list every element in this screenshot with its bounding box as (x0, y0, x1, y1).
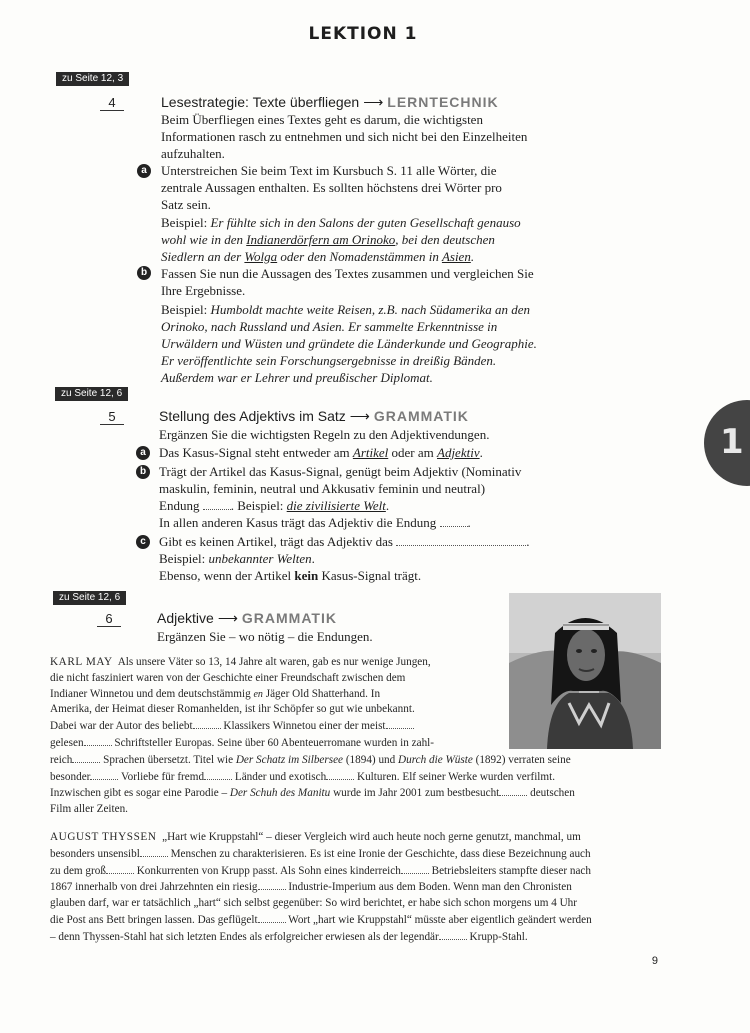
underlined-phrase: Indianerdörfern am Orinoko (246, 232, 396, 247)
example-text: Außerdem war er Lehrer und preußischer Diplomat. (161, 370, 433, 385)
exercise-heading (159, 408, 469, 425)
arrow-icon: ⟶ (217, 610, 238, 626)
rule-text: Endung (159, 498, 200, 513)
exercise-intro (161, 111, 581, 162)
text-line: Wort „hart wie Kruppstahl“ müsste aber eigentlich geändert werden (288, 913, 592, 926)
exercise-heading (161, 94, 499, 111)
text-line: Film aller Zeiten. (50, 803, 128, 816)
item-marker-b: b (137, 266, 151, 280)
blank-field[interactable] (401, 863, 429, 874)
rule-text: . (526, 534, 530, 549)
blank-field[interactable] (258, 912, 286, 923)
book-title: Durch die Wüste (398, 753, 473, 766)
task-b (161, 265, 601, 299)
chapter-tab (704, 400, 750, 486)
text-line: Vorliebe für fremd (121, 770, 205, 783)
example-label: Beispiel: (161, 215, 208, 230)
example-text: , bei den deutschen (395, 232, 495, 247)
example-text: Er fühlte sich in den Salons der guten Gesellschaft genauso (210, 215, 521, 230)
example-text: Urwäldern und Wüsten und gründete die Länderkunde und Geographie. (161, 336, 537, 351)
item-marker-c: c (136, 535, 150, 549)
example-b (161, 301, 601, 386)
rule-text: . (467, 515, 471, 530)
item-marker-a: a (137, 164, 151, 178)
item-marker-a: a (136, 446, 150, 460)
text-line: Länder und exotisch (234, 770, 327, 783)
chapter-tab-number: 1 (720, 422, 744, 462)
film-title: Der Schuh des Manitu (229, 787, 331, 800)
blank-field[interactable] (203, 499, 231, 510)
text-line: Sprachen übersetzt. Titel wie (103, 753, 234, 766)
blank-field[interactable] (439, 929, 467, 940)
example-text: . (470, 249, 475, 264)
text-line: reich (50, 753, 73, 766)
task-line: Fassen Sie nun die Aussagen des Textes zusammen und vergleichen Sie (161, 266, 534, 281)
blank-field[interactable] (72, 752, 100, 763)
rule-c (159, 533, 599, 584)
page-reference-tag: zu Seite 12, 6 (53, 591, 126, 605)
rule-text: Ebenso, wenn der Artikel (159, 568, 292, 583)
filled-answer: die zivilisierte Welt (286, 498, 386, 513)
task-line: zentrale Aussagen enthalten. Es sollten höchstens drei Wörter pro (161, 180, 502, 195)
text-line: „Hart wie Kruppstahl“ – dieser Vergleich wird auch heute noch gerne genutzt, manchmal, um (162, 831, 581, 843)
text-line: die Post ans Bett bringen lassen. Das geflügelt (50, 913, 258, 926)
exercise-number: 6 (97, 611, 121, 627)
rule-emphasis: kein (294, 568, 319, 583)
underlined-phrase: Asien (441, 249, 471, 264)
text-line: Kulturen. Elf seiner Werke wurden verfilmt. (357, 770, 556, 783)
arrow-icon: ⟶ (363, 94, 384, 110)
text-line: gelesen (50, 736, 84, 749)
rule-text: . (479, 445, 483, 460)
example-text: Siedlern an der (161, 249, 242, 264)
exercise-intro: Ergänzen Sie die wichtigsten Regeln zu den Adjektivendungen. (159, 427, 490, 442)
heading-category: GRAMMATIK (241, 610, 337, 626)
example-text: oder den Nomadenstämmen in (280, 249, 439, 264)
exercise-intro: Ergänzen Sie – wo nötig – die Endungen. (157, 629, 373, 644)
blank-field[interactable] (193, 718, 221, 729)
example-text: unbekannter Welten (208, 551, 312, 566)
handwritten-answer: en (253, 688, 263, 700)
intro-line: aufzuhalten. (161, 146, 225, 161)
text-line: Dabei war der Autor des beliebt (50, 720, 193, 733)
book-title: Der Schatz im Silbersee (235, 753, 344, 766)
blank-field[interactable] (440, 516, 468, 527)
text-line: Betriebsleiters stampfte dieser nach (431, 864, 591, 877)
rule-text: maskulin, feminin, neutral und Akkusativ feminin und neutral) (159, 481, 486, 496)
intro-line: Beim Überfliegen eines Textes geht es darum, die wichtigsten (161, 112, 483, 127)
text-line: (1894) und (345, 753, 396, 766)
task-a (161, 162, 581, 213)
text-line: Schriftsteller Europas. Seine über 60 Abenteuerromane wurden in zahl- (114, 736, 435, 749)
text-line: deutschen (530, 787, 575, 800)
filled-answer: Adjektiv (437, 445, 480, 460)
rule-text: . (311, 551, 315, 566)
text-line: Klassikers Winnetou einer der meist (223, 720, 386, 733)
blank-field[interactable] (386, 718, 414, 729)
text-line: wurde im Jahr 2001 zum bestbesucht (333, 787, 500, 800)
text-line: 1867 innerhalb von drei Jahrzehnten ein riesig (50, 881, 258, 894)
blank-field[interactable] (258, 879, 286, 890)
rule-text: Trägt der Artikel das Kasus-Signal, genügt beim Adjektiv (Nominativ (159, 464, 522, 479)
heading-text: Adjektive (157, 610, 214, 626)
underlined-phrase: Wolga (244, 249, 278, 264)
text-line: Als unsere Väter so 13, 14 Jahre alt waren, gab es nur wenige Jungen, (117, 656, 431, 668)
page-number: 9 (651, 955, 658, 967)
rule-text: . (385, 498, 390, 513)
text-line: glauben darf, war er tatsächlich „hart“ sich selbst gegenüber: So wird berichtet, er habe sich schon morgens um 4 Uhr (50, 897, 577, 910)
task-line: Satz sein. (161, 197, 211, 212)
example-text: Er veröffentlichte sein Forschungsergebnisse in dreißig Bänden. (161, 353, 497, 368)
rule-text: Kasus-Signal trägt. (321, 568, 422, 583)
blank-field[interactable] (90, 769, 118, 780)
exercise-number: 4 (100, 95, 124, 111)
rule-text: oder am (391, 445, 434, 460)
rule-text: Das Kasus-Signal steht entweder am (159, 445, 350, 460)
text-line: zu dem groß (50, 864, 106, 877)
rule-a (159, 444, 483, 461)
example-text: wohl wie in den (161, 232, 243, 247)
task-line: Ihre Ergebnisse. (161, 283, 246, 298)
text-line: – denn Thyssen-Stahl hat sich letzten Endes als erfolgreicher erwiesen als der legendär (50, 930, 439, 943)
text-line: besonder (50, 770, 91, 783)
heading-category: GRAMMATIK (373, 408, 469, 424)
person-name: AUGUST THYSSEN (50, 831, 157, 843)
rule-text: Gibt es keinen Artikel, trägt das Adjektiv das (159, 534, 393, 549)
intro-line: Informationen rasch zu entnehmen und sich nicht bei den Einzelheiten (161, 129, 528, 144)
blank-field[interactable] (396, 535, 526, 546)
text-line: Menschen zu charakterisieren. Es ist eine Ironie der Geschichte, dass diese Bezeichnung auch (170, 847, 591, 860)
person-name: KARL MAY (50, 656, 113, 668)
blank-field[interactable] (499, 785, 527, 796)
task-line: Unterstreichen Sie beim Text im Kursbuch S. 11 alle Wörter, die (161, 163, 497, 178)
blank-field[interactable] (326, 769, 354, 780)
exercise-number: 5 (100, 409, 124, 425)
heading-category: LERNTECHNIK (387, 94, 499, 110)
example-a (161, 214, 601, 265)
text-line: Indianer Winnetou und dem deutschstämmig (50, 687, 251, 700)
page-title: LEKTION 1 (308, 24, 418, 44)
blank-field[interactable] (84, 735, 112, 746)
text-karl-may (50, 655, 650, 818)
heading-text: Stellung des Adjektivs im Satz (159, 408, 346, 424)
page-reference-tag: zu Seite 12, 6 (55, 387, 128, 401)
blank-field[interactable] (140, 846, 168, 857)
rule-b (159, 463, 599, 531)
exercise-heading (157, 610, 337, 627)
example-text: Orinoko, nach Russland und Asien. Er sammelte Erkenntnisse in (161, 319, 498, 334)
text-line: besonders unsensibl (50, 847, 140, 860)
text-line: Industrie-Imperium aus dem Boden. Wenn man den Chronisten (288, 881, 572, 894)
blank-field[interactable] (106, 863, 134, 874)
text-line: Konkurrenten von Krupp passt. Als Sohn eines kinderreich (136, 864, 401, 877)
example-label: Beispiel: (161, 302, 208, 317)
rule-text: In allen anderen Kasus trägt das Adjektiv die Endung (159, 515, 437, 530)
text-line: Jäger Old Shatterhand. In (265, 687, 381, 700)
text-line: die nicht fasziniert waren von der Geschichte einer Freundschaft zwischen dem (50, 671, 406, 684)
filled-answer: Artikel (352, 445, 389, 460)
text-line: Krupp-Stahl. (469, 930, 528, 943)
blank-field[interactable] (204, 769, 232, 780)
text-line: Amerika, der Heimat dieser Romanhelden, ist ihr Schöpfer so gut wie unbekannt. (50, 703, 415, 716)
example-text: Humboldt machte weite Reisen, z.B. nach Südamerika an den (210, 302, 530, 317)
text-line: Inzwischen gibt es sogar eine Parodie – (50, 787, 228, 800)
arrow-icon: ⟶ (349, 408, 370, 424)
rule-text: . Beispiel: (230, 498, 284, 513)
page-reference-tag: zu Seite 12, 3 (56, 72, 129, 86)
item-marker-b: b (136, 465, 150, 479)
rule-text: Beispiel: (159, 551, 206, 566)
heading-text: Lesestrategie: Texte überfliegen (161, 94, 360, 110)
text-august-thyssen (50, 830, 660, 946)
text-line: (1892) verraten seine (475, 753, 571, 766)
